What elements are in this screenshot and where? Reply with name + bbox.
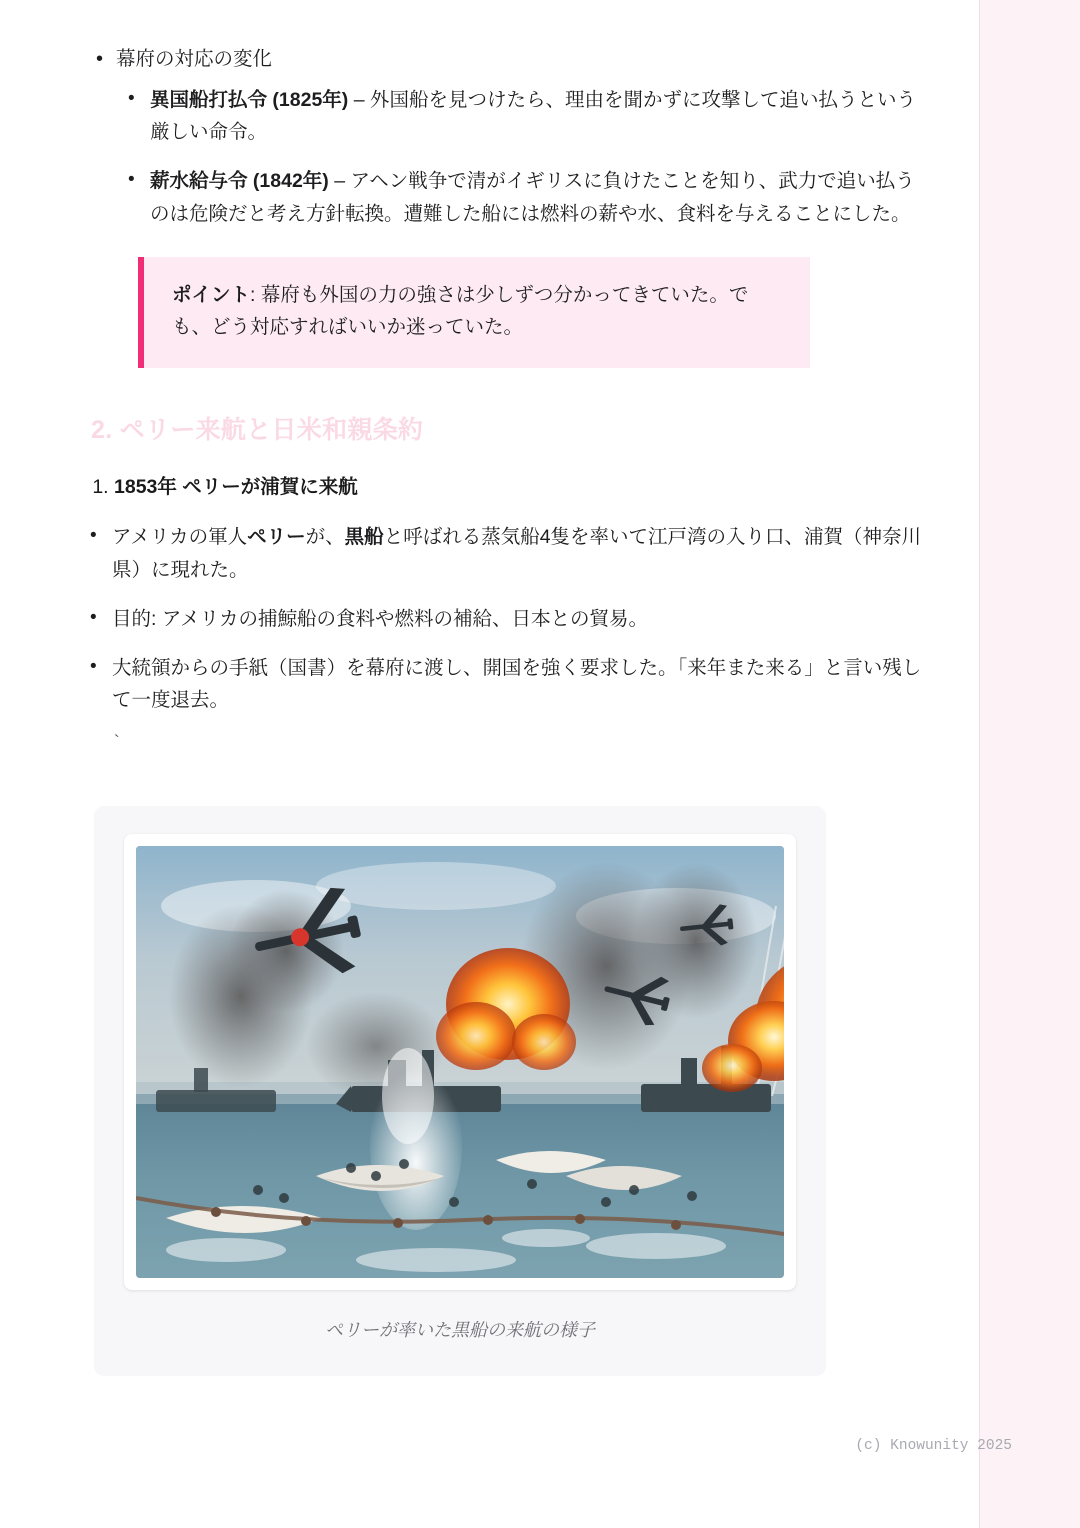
law-desc-1842: – アヘン戦争で清がイギリスに負けたことを知り、武力で追い払うのは危険だと考え方針転換。遭難した船には燃料の薪や水、食料を与えることにした。 <box>150 170 915 225</box>
list-item: 1. 1853年 ペリーが浦賀に来航 <box>114 472 930 503</box>
stray-backtick: ` <box>114 732 120 752</box>
numbered-list <box>78 472 930 503</box>
list-item <box>116 84 930 150</box>
top-bullet-list <box>78 44 930 231</box>
sub-bullet-list <box>116 84 930 231</box>
list-item <box>78 603 930 636</box>
law-name-1842: 薪水給与令 (1842年) <box>150 170 329 193</box>
bullet-part: 大統領からの手紙（国書）を幕府に渡し、開国を強く要求した。「来年また来る」と言い残して一度退去。 <box>112 656 922 712</box>
list-item <box>78 521 930 587</box>
naval-battle-illustration <box>136 846 784 1278</box>
bullet-part: 目的: アメリカの捕鯨船の食料や燃料の補給、日本との貿易。 <box>112 607 648 630</box>
bullet-part: アメリカの軍人 <box>112 526 248 549</box>
bullet-part: が、 <box>305 526 345 549</box>
figure-card <box>94 806 826 1376</box>
list-item <box>116 165 930 231</box>
perry-bullet-list <box>78 521 930 717</box>
bullet-part-bold: ペリー <box>247 526 306 549</box>
footer-credit: (c) Knowunity 2025 <box>855 1438 1012 1454</box>
point-callout <box>138 257 810 369</box>
figure-frame <box>124 834 796 1290</box>
callout-text <box>172 279 784 345</box>
section-heading: 2. ペリー来航と日米和親条約 <box>91 416 424 445</box>
list-item <box>78 44 930 231</box>
law-name-1825: 異国船打払令 (1825年) <box>150 88 349 111</box>
list-item <box>78 652 930 718</box>
bullet-heading-text: 幕府の対応の変化 <box>116 48 273 70</box>
callout-label: ポイント <box>172 283 251 306</box>
law-desc-1825: – 外国船を見つけたら、理由を聞かずに攻撃して追い払うという厳しい命令。 <box>150 88 916 144</box>
figure-caption: ペリーが率いた黒船の来航の様子 <box>325 1320 595 1341</box>
bullet-part: と呼ばれる蒸気船4隻を率いて江戸湾の入り口、浦賀（神奈川県）に現れた。 <box>112 526 922 582</box>
callout-body: : 幕府も外国の力の強さは少しずつ分かってきていた。でも、どう対応すればいいか迷っていた。 <box>172 283 749 339</box>
bullet-part-bold: 黒船 <box>344 526 384 549</box>
